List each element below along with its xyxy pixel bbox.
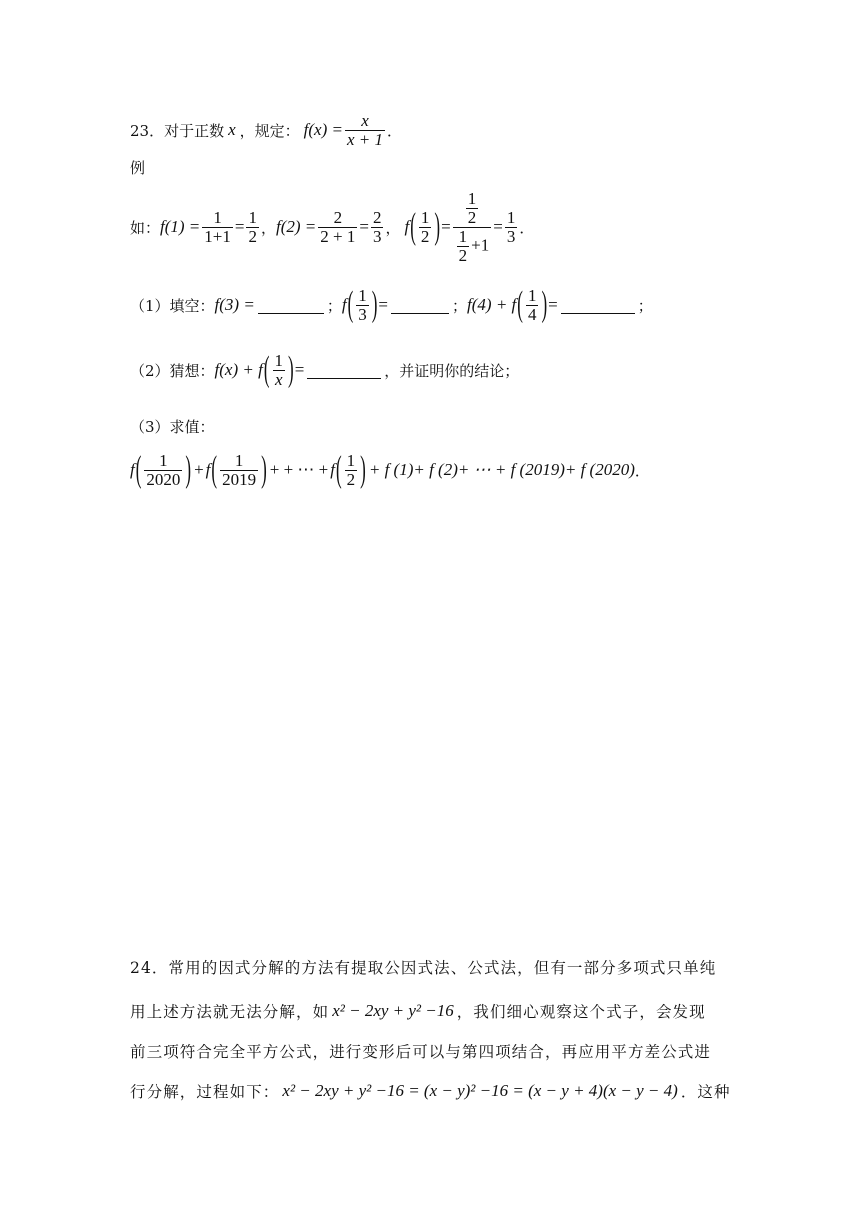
part3-plus: + (194, 460, 204, 480)
part1-c-paren-close: ) (541, 284, 548, 325)
part2-tail: ，并证明你的结论； (384, 361, 520, 380)
ex2-frac (318, 209, 357, 246)
part3-b-paren-close: ) (261, 448, 267, 491)
q24-line4-b: ．这种 (680, 1083, 731, 1101)
q24-line4-expr: x² − 2xy + y² −16 = (x − y)² −16 = (x − y + 4)(x − y − 4) (282, 1081, 678, 1100)
ex2-rnum: 2 (372, 207, 382, 227)
q24-line-3: 前三项符合完全平方公式，进行变形后可以与第四项结合，再应用平方差公式进 (130, 1043, 712, 1061)
ex2-den: 2 + 1 (320, 226, 356, 246)
q24-line2-expr: x² − 2xy + y² −16 (332, 1001, 454, 1020)
ex2-rden: 3 (372, 226, 382, 246)
part1-sep-1: ； (326, 296, 342, 315)
ex3-arg (419, 209, 432, 246)
ex3-top-den: 2 (467, 207, 477, 227)
q23-example-label-1: 例 (130, 159, 146, 177)
ex3-bot-frac (457, 228, 470, 265)
part3-b-num: 1 (234, 451, 244, 470)
ex-comma-2: ， (385, 218, 401, 237)
ex2-lhs: f(2) = (276, 217, 317, 237)
ex3-rden: 3 (506, 226, 516, 246)
q23-examples (130, 190, 534, 264)
ex1-rden: 2 (248, 226, 257, 246)
part2-num: 1 (274, 351, 284, 370)
part1-b-f: f (341, 295, 347, 315)
ex3-eq2: = (493, 217, 503, 237)
ex3-arg-den: 2 (420, 226, 430, 246)
q23-intro: 对于正数 (164, 121, 225, 140)
q24-line4-a: 行分解，过程如下： (130, 1083, 280, 1101)
part3-c-paren-open: ( (336, 448, 342, 491)
ex3-top (462, 190, 483, 227)
ex3-paren-open: ( (410, 205, 416, 247)
q24-line-4 (130, 1080, 730, 1102)
part3-c-frac (345, 452, 358, 489)
part3-a-paren-open: ( (135, 448, 142, 491)
part1-b-num: 1 (358, 286, 367, 305)
q24-line2-b: ，我们细心观察这个式子，会发现 (456, 1003, 706, 1021)
part3-tail: + f (1)+ f (2)+ ⋯ + f (2019)+ f (2020) (368, 460, 635, 480)
ex3-rnum: 1 (506, 207, 516, 227)
part3-end: ． (634, 461, 650, 480)
part3-c-num: 1 (346, 451, 356, 470)
part1-sep-3: ； (637, 296, 653, 315)
part3-a-paren-close: ) (185, 448, 192, 491)
part3-a-f: f (130, 460, 135, 480)
ex1-den: 1+1 (204, 226, 231, 246)
ex3-plus-one: +1 (471, 234, 490, 254)
q23-func-frac (345, 112, 385, 149)
ex3-complex-frac (453, 190, 492, 264)
ex3-result (505, 209, 518, 246)
part2-lhs: f(x) + f (214, 360, 263, 380)
q23-statement (130, 112, 402, 149)
part1-c-lhs: f(4) + f (467, 295, 517, 315)
q24-line2-a: 用上述方法就无法分解，如 (130, 1003, 330, 1021)
ex3-arg-num: 1 (420, 207, 430, 227)
part3-b-frac (220, 452, 258, 489)
ex2-num: 2 (333, 207, 343, 227)
q23-func-lhs: f(x) = (303, 120, 343, 140)
q24-line-1: 24．常用的因式分解的方法有提取公因式法、公式法，但有一部分多项式只单纯 (130, 959, 717, 977)
part1-blank-a[interactable] (258, 297, 324, 314)
part3-a-num: 1 (159, 451, 168, 470)
ex3-eq: = (441, 217, 451, 237)
ex2-result (371, 209, 384, 246)
part3-c-f: f (330, 460, 335, 480)
q23-part2 (130, 349, 520, 390)
part3-a-den: 2020 (146, 469, 181, 489)
part1-c-eq: = (548, 295, 558, 315)
part3-b-f: f (205, 460, 211, 480)
part1-blank-c[interactable] (561, 297, 635, 314)
part1-a: f(3) = (214, 295, 255, 315)
part2-paren-close: ) (288, 349, 294, 390)
ex2-eq: = (359, 217, 369, 237)
ex1-num: 1 (213, 207, 222, 227)
ex-comma-1: ， (260, 218, 276, 237)
part3-b-paren-open: ( (211, 448, 218, 491)
ex3-period: ． (519, 218, 535, 237)
part1-c-den: 4 (527, 304, 537, 324)
ex1-lhs: f(1) = (160, 217, 201, 237)
ex1-result (246, 209, 259, 246)
part1-c-paren-open: ( (517, 284, 523, 325)
q23-func-den: x + 1 (346, 129, 384, 149)
ex3-bot-num: 1 (458, 226, 468, 246)
part1-b-frac (356, 287, 369, 324)
q23-rule-label: ，规定： (239, 121, 300, 140)
q23-period: ． (387, 121, 403, 140)
part1-b-paren-close: ) (371, 284, 378, 325)
part2-label: （2）猜想： (130, 361, 215, 380)
part1-b-eq: = (378, 295, 389, 315)
ex3-paren-close: ) (434, 205, 441, 247)
q23-part1 (130, 284, 653, 325)
part2-eq: = (294, 360, 305, 380)
ex3-top-num: 1 (467, 189, 477, 208)
q23-number: 23． (130, 121, 165, 140)
part3-label: （3）求值： (130, 418, 215, 436)
part3-dots: + + ⋯ + (269, 460, 329, 480)
part1-c-frac (526, 287, 539, 324)
part1-sep-2: ； (452, 296, 468, 315)
part1-b-paren-open: ( (347, 284, 354, 325)
part3-c-den: 2 (346, 469, 356, 489)
part2-paren-open: ( (263, 349, 270, 390)
part3-b-den: 2019 (222, 469, 257, 489)
part2-den: x (274, 369, 283, 389)
part2-frac (273, 352, 286, 389)
q23-part3-expression (130, 448, 650, 491)
q23-example-label-2: 如： (130, 218, 161, 237)
q24-line-2 (130, 1000, 730, 1022)
part2-blank[interactable] (307, 362, 381, 379)
ex1-rnum: 1 (248, 207, 257, 227)
ex3-bottom (453, 227, 492, 265)
q23-var-x: x (228, 120, 236, 140)
part3-a-frac (144, 452, 182, 489)
ex1-frac (202, 209, 233, 246)
ex1-eq: = (234, 217, 245, 237)
part1-blank-b[interactable] (391, 297, 449, 314)
part1-c-num: 1 (527, 286, 537, 305)
part1-b-den: 3 (358, 304, 367, 324)
part3-c-paren-close: ) (360, 448, 366, 491)
ex3-top-frac (466, 190, 479, 227)
part1-label: （1）填空： (130, 296, 215, 315)
ex3-f: f (404, 217, 410, 237)
q23-func-num: x (361, 111, 369, 130)
ex3-bot-den: 2 (458, 245, 468, 265)
